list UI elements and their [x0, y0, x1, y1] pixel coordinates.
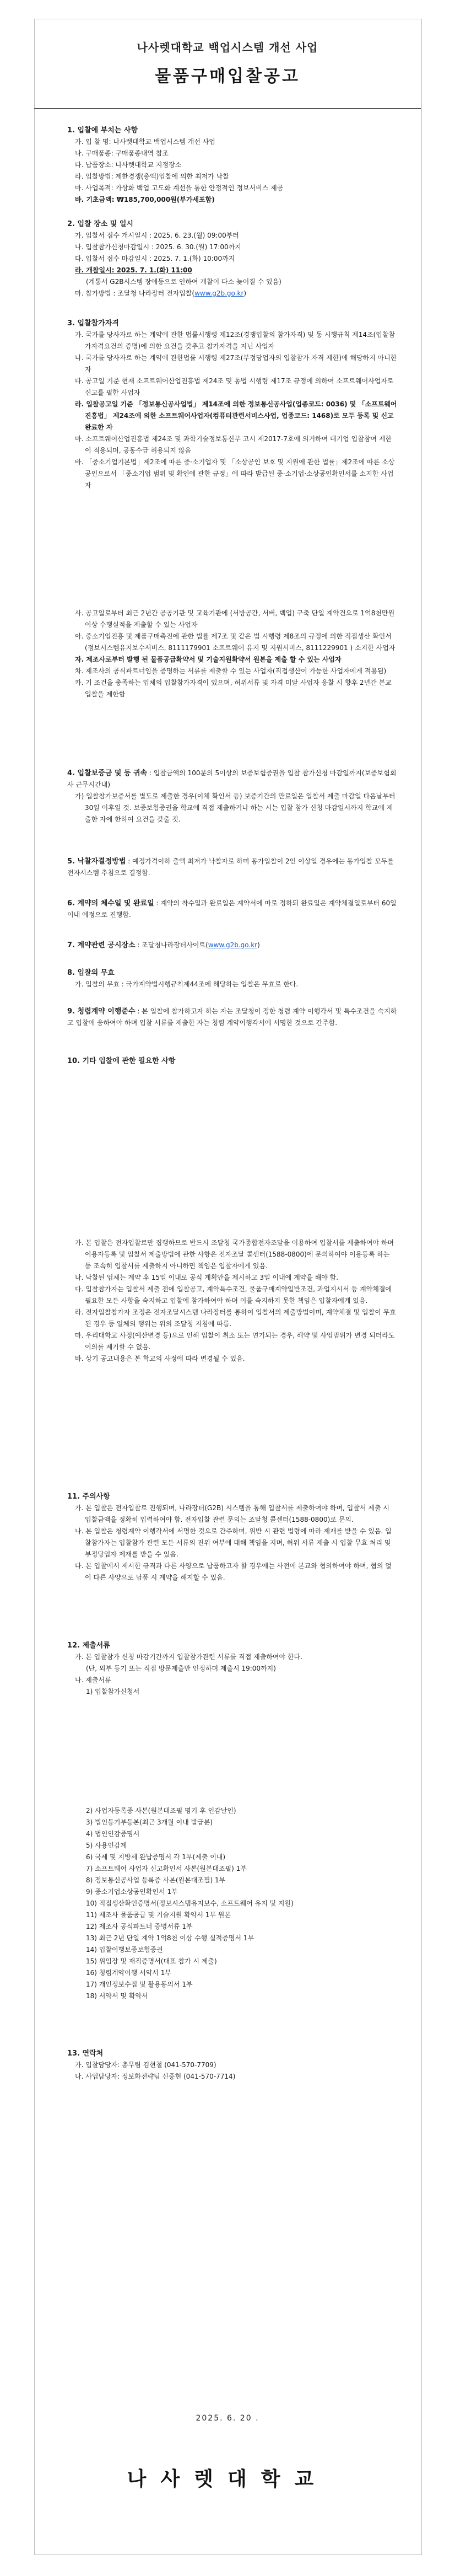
section-5 [67, 856, 398, 898]
issuing-organization: 나사렛대학교 [127, 2468, 328, 2491]
list-item: 가. 본 입찰참가 신청 마감기간까지 입찰참가관련 서류를 직접 제출하여야 한다. [75, 1653, 302, 1661]
section-text: : 입찰금액의 100분의 5이상의 보증보험증권을 입찰 참가신청 마감일까지(보증보험회사 근무시간내) [67, 769, 397, 788]
list-item: 아. 중소기업진흥 및 제품구매촉진에 관한 법률 제7조 및 같은 법 시행령 제8조의 규정에 의한 직접생산 확인서 (정보시스템유지보수서비스, 8111179901 소프트웨어 유지 및 지원서비스, 8111229901 ) 소지한 사업자 [75, 632, 396, 652]
section-10-heading [67, 1055, 398, 1237]
document-list-item: 9) 중소기업소상공인확인서 1부 [86, 1888, 178, 1896]
list-item: 나. 국가를 당사자로 하는 계약에 관한법률 시행령 제27조(부정당업자의 입찰참가 자격 제한)에 해당하지 아니한 자 [75, 354, 397, 373]
list-item: 다. 본 입찰에서 제시한 규격과 다른 사양으로 납품하고자 할 경우에는 사전에 본교와 협의하여야 하며, 협의 없이 다른 사양으로 납품 시 계약을 해지할 수 있음. [75, 1562, 392, 1581]
section-text: : 본 입찰에 참가하고자 하는 자는 조달청이 정한 청렴 계약 이행각서 및 특수조건을 숙지하고 입찰에 응하여야 하며 입찰 서류를 제출한 자는 청렴 계약이행각서에 서명한 것으로 간주함. [67, 1007, 397, 1027]
section-heading: 4. 입찰보증금 및 등 귀속 [67, 769, 148, 777]
list-item: 바. 기초금액: ₩185,700,000원(부가세포함) [75, 196, 215, 203]
document-list-item: 1) 입찰참가신청서 [86, 1688, 140, 1695]
list-item: 나. 입찰참가신청마감일시 : 2025. 6. 30.(월) 17:00까지 [75, 243, 241, 251]
section-heading: 9. 청렴계약 이행준수 [67, 1007, 136, 1016]
section-heading: 1. 입찰에 부치는 사항 [67, 126, 138, 135]
list-item: 바. 상기 공고내용은 본 학교의 사정에 따라 변경될 수 있음. [75, 1355, 245, 1362]
list-item: 자. 제조사로부터 발행 된 물품공급확약서 및 기술지원확약서 원본을 제출 할 수 있는 사업자 [75, 656, 342, 663]
list-item: 사. 공고일로부터 최근 2년간 공공기관 및 교육기관에 (서방공간, 서버, 백업) 구축 단일 계약건으로 1억8천만원 이상 수행실적을 제출할 수 있는 사업자 [75, 609, 395, 629]
section-heading: 10. 기타 입찰에 관한 필요한 사항 [67, 1057, 176, 1065]
section-12-list [67, 1805, 398, 2048]
document-list-item: 7) 소프트웨어 사업자 신고확인서 사본(원본대조필) 1부 [86, 1865, 247, 1872]
section-heading: 6. 계약의 체수일 및 완료일 [67, 899, 154, 908]
document-list-item: 16) 청렴계약이행 서약서 1부 [86, 1969, 171, 1977]
list-item: 다. 공고일 기준 현재 소프트웨어산업진흥법 제24조 및 동법 시행령 제17조 규정에 의하여 소프트웨어사업자로 신고를 필한 사업자 [75, 377, 394, 396]
list-item: 차. 제조사의 공식파트너임을 증명하는 서류를 제출할 수 있는 사업자(직접생산이 가능한 사업자에게 적용됨) [75, 667, 387, 675]
section-1 [67, 125, 398, 218]
section-8 [67, 967, 398, 1006]
contact-item: 가. 입찰담당자: 총무팀 김현철 (041-570-7709) [75, 2061, 216, 2069]
section-text: : 조달청나라장터사이트( [137, 941, 208, 949]
section-text: : 예정가격이하 출액 최저가 낙찰자로 하며 동가입찰이 2인 이상일 경우에는 동가입찰 모두를 전자시스템 추첨으로 결정함. [67, 857, 394, 877]
document-list-item: 3) 법인등기부등본(최근 3개월 이내 발급분) [86, 1818, 213, 1826]
g2b-link[interactable]: www.g2b.go.kr [194, 289, 244, 297]
section-heading: 3. 입찰참가자격 [67, 319, 119, 328]
document-list-item: 4) 법인인감증명서 [86, 1830, 140, 1838]
list-item: 바. 「중소기업기본법」제2조에 따른 중·소기업자 및 「소상공인 보호 및 지원에 관한 법률」제2조에 따른 소상공인으로서 「중소기업 범위 및 확인에 관한 규정」에 따라 발급된 중·소기업·소상공인확인서를 소지한 사업자 [75, 458, 395, 489]
section-12 [67, 1640, 398, 1805]
list-item: 가. 국가를 당사자로 하는 계약에 관한 법률시행령 제12조(경쟁입찰의 참가자격) 및 동 시행규칙 제14조(입찰참가자격요건의 증명)에 의한 요건을 갖추고 참가자격을 지닌 사업자 [75, 331, 396, 350]
list-item: 다. 납품장소: 나사렛대학교 지정장소 [75, 161, 182, 169]
section-2 [67, 218, 398, 318]
document-list-item: 10) 직접생산확인증명서(정보시스템유지보수, 소프트웨어 유지 및 지원) [86, 1899, 294, 1907]
section-heading: 2. 입찰 장소 및 일시 [67, 220, 133, 228]
section-heading: 8. 입찰의 무효 [67, 969, 115, 977]
list-item: 나. 낙찰된 업체는 계약 후 15일 이내로 공식 계획안을 제시하고 3일 이내에 계약을 해야 함. [75, 1274, 339, 1281]
list-item: 가) 입찰참가보증서를 별도로 제출한 경우(이체 확인서 등) 보증기간의 만료일은 입찰서 제출 마감일 다음날부터 30일 이후일 것. 보증보험증권을 학교에 직접 제출하거나 하는 시는 입찰 참가 신청 마감일시까지 학교에 제출한 자에 한하여 요건을 갖출 것. [75, 792, 396, 823]
section-4 [67, 768, 398, 856]
document-list-item: 5) 사용인감계 [86, 1842, 127, 1849]
list-item: 다. 입찰참가자는 입찰서 제출 전에 입찰공고, 계약특수조건, 물품구매계약일반조건, 과업지시서 등 계약체결에 필요한 모든 사항을 숙지하고 입찰에 참가하여야 하며 이를 숙지하지 못한 책임은 입찰자에게 있음. [75, 1285, 392, 1305]
title-divider [34, 108, 421, 109]
document-list-item: 18) 서약서 및 확약서 [86, 1992, 148, 2000]
site-suffix: ) [243, 289, 247, 297]
section-heading: 11. 주의사항 [67, 1493, 110, 1501]
list-item: 마. 사업목적: 가상화 백업 고도화 계선을 통한 안정적인 정보서비스 제공 [75, 184, 284, 192]
section-3 [67, 318, 398, 608]
document-list-item: 14) 입찰이행보증보험증권 [86, 1946, 163, 1954]
section-text: : 계약의 착수일과 완료일은 계약서에 따로 정하되 완료일은 계약체결일로부터 60일 이내 에정으로 진행함. [67, 899, 397, 919]
g2b-link[interactable]: www.g2b.go.kr [208, 941, 258, 949]
list-item: 다. 입찰서 접수 마감일시 : 2025. 7. 1.(화) 10:00까지 [75, 255, 235, 262]
document-list-item: 8) 정보통신공사업 등록증 사본(원본대조필) 1부 [86, 1876, 226, 1884]
list-note: (계통서 G2B시스템 장애등으로 인하여 개찰이 다소 늦어질 수 있음) [86, 278, 281, 286]
section-11 [67, 1491, 398, 1640]
list-item: 마. 소프트웨어산업진흥법 제24조 및 과학기술정보통신부 고시 제2017-7호에 의거하여 대기업 입찰참여 제한이 적용되며, 공동수급 허용되지 않음 [75, 435, 392, 454]
section-10 [67, 1237, 398, 1491]
list-item: 라. 전자입찰참가자 조정은 전자조달시스템 나라장터를 통하여 입찰서의 제출방법이며, 계약체결 및 입찰이 무효된 경우 등 일체의 행위는 위의 조달청 지침에 따름. [75, 1308, 396, 1328]
section-7 [67, 940, 398, 967]
notice-date: 2025. 6. 20 . [196, 2414, 259, 2423]
section-paragraph [67, 768, 398, 791]
list-item [75, 288, 398, 299]
list-item: 카. 기 조건을 충족하는 입체의 입찰참가자격이 있으며, 허위서류 및 자격 미달 사업자 응찰 시 향후 2년간 본교 입찰을 제한함 [75, 679, 392, 698]
section-13 [67, 2048, 398, 2097]
document-subtitle: 나사렛대학교 백업시스템 개선 사업 [137, 41, 318, 54]
document-body [67, 125, 398, 2097]
list-item: 나. 구매품종: 구매품종내역 참조 [75, 149, 169, 157]
list-item: 가. 입찰서 접수 개시일시 : 2025. 6. 23.(월) 09:00부터 [75, 232, 239, 239]
section-text: ) [257, 941, 260, 949]
list-item: 가. 본 입찰은 전자입찰로 진행되며, 나라장터(G2B) 시스템을 통해 입찰서를 제출하여야 하며, 입찰서 제출 시 입찰금액을 정확히 입력하여야 함. 전자입찰 관련 문의는 조달청 콜센터(1588-0800)로 문의. [75, 1504, 389, 1523]
section-heading: 5. 낙찰자결정방법 [67, 857, 126, 866]
document-title: 물품구매입찰공고 [155, 67, 300, 86]
section-9 [67, 1006, 398, 1055]
list-item: 라. 입찰방법: 제한경쟁(총액)입찰에 의한 최저가 낙찰 [75, 173, 229, 180]
section-3-continued [67, 608, 398, 768]
document-list-item: 17) 개인정보수집 및 활용동의서 1부 [86, 1981, 193, 1988]
list-item: 나. 본 입찰은 청렴계약 이행각서에 서명한 것으로 간주하며, 위반 시 관련 법령에 따라 제재를 받을 수 있음. 입찰참가자는 입찰참가 관련 모든 서류의 진위 여부에 대해 책임을 지며, 허위 서류 제출 시 입찰 무효 처리 및 부정당업자 제재를 받을 수 있음. [75, 1527, 392, 1558]
site-prefix: 마. 참가방법 : 조달청 나라장터 전자입찰( [75, 289, 195, 297]
section-heading: 13. 연락처 [67, 2049, 104, 2058]
list-item: 가. 본 입찰은 전자입찰로만 집행하므로 반드시 조달청 국가종합전자조달을 이용하여 입찰서를 제출하여야 하며 이용자등록 및 입찰서 제출방법에 관한 사항은 전자조달 콜센터(1588-0800)에 문의하여야 이용등록 하는 등 조속히 입찰서를 제출하지 아니하면 책임은 입찰자에게 있음. [75, 1239, 394, 1270]
contact-item: 나. 사업담당자: 정보화전략팀 신중현 (041-570-7714) [75, 2073, 236, 2080]
section-6 [67, 898, 398, 940]
document-list-item: 11) 제조사 물품공급 및 기술지원 확약서 1부 원본 [86, 1911, 231, 1919]
section-heading: 12. 제출서류 [67, 1641, 110, 1650]
list-item: 라. 개찰일시: 2025. 7. 1.(화) 11:00 [75, 266, 192, 274]
document-list-item: 12) 제조사 공식파트너 증명서류 1부 [86, 1923, 193, 1930]
list-item: 가. 입찰의 무효 : 국가계약법시행규칙제44조에 해당하는 입찰은 무효로 한다. [75, 980, 299, 988]
list-item: 가. 입 찰 명: 나사렛대학교 백업시스템 개선 사업 [75, 138, 215, 146]
list-item: 마. 우리대학교 사정(예산변경 등)으로 인해 입찰이 취소 또는 연기되는 경우, 해약 및 사업범위가 변경 되더라도 이의를 제기할 수 없음. [75, 1332, 395, 1351]
document-list-item: 13) 최근 2년 단일 계약 1억8천 이상 수행 실적증명서 1부 [86, 1934, 254, 1942]
document-list-item: 2) 사업자등록증 사본(원본대조필 명기 후 인감날인) [86, 1807, 236, 1815]
section-heading: 7. 계약관련 공시장소 [67, 941, 136, 949]
title-area [34, 39, 421, 87]
list-item: 라. 입찰공고일 기준 「정보통신공사업법」 제14조에 의한 정보통신공사업(업종코드: 0036) 및 「소프트웨어진흥법」 제24조에 의한 소프트웨어사업자(컴퓨터관련서비스사업, 업종코드: 1468)로 모두 등록 및 신고 완료한 자 [75, 400, 397, 431]
document-list-item: 6) 국세 및 지방세 완납증명서 각 1부(제출 이내) [86, 1853, 226, 1861]
document-list-item: 15) 위임장 및 재직증명서(대표 참가 시 제출) [86, 1957, 217, 1965]
list-item: 나. 제출서류 [75, 1676, 111, 1684]
list-note: (단, 외부 등기 또는 직접 방문제출만 인정하며 제출시 19:00까지) [86, 1665, 276, 1672]
